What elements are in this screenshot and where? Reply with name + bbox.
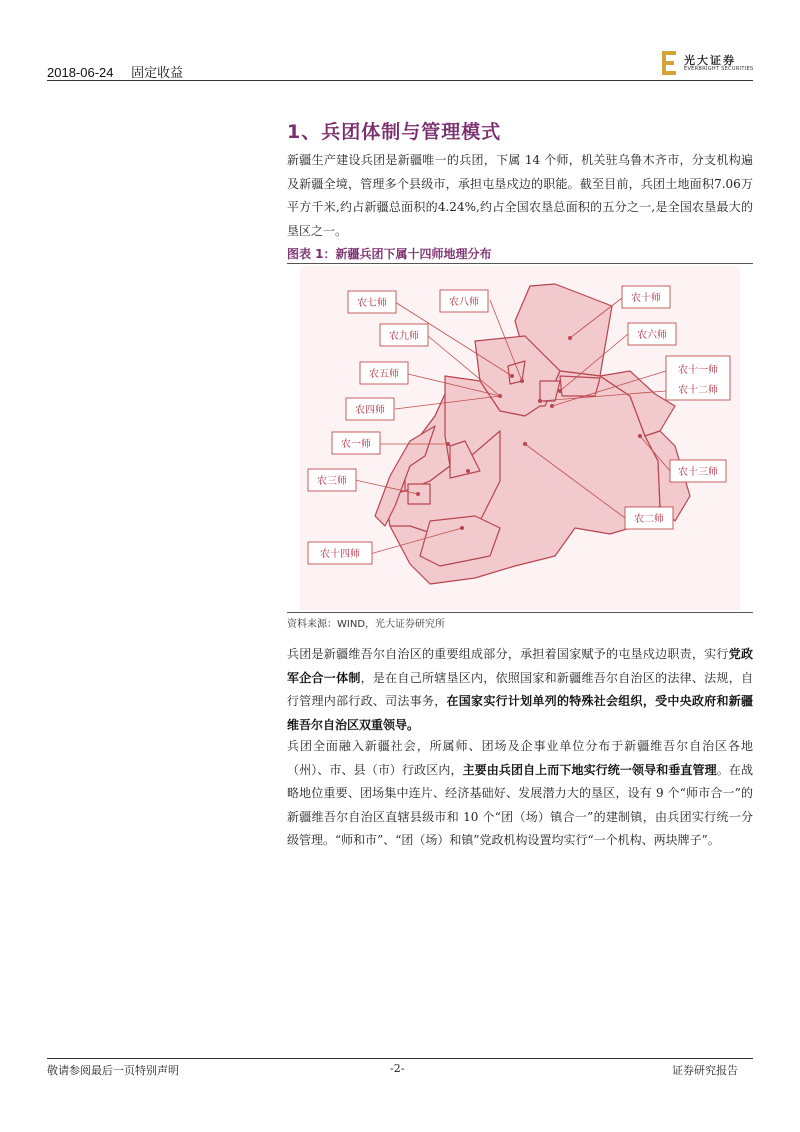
footer-disclaimer: 敬请参阅最后一页特别声明 — [47, 1064, 179, 1077]
section-title: 1、兵团体制与管理模式 — [287, 121, 502, 143]
label-n14: 农十四师 — [320, 549, 360, 560]
company-logo — [662, 49, 757, 79]
header-divider — [47, 80, 753, 81]
xinjiang-division-map — [300, 266, 740, 610]
p2-text-a: 兵团是新疆维吾尔自治区的重要组成部分，承担着国家赋予的屯垦戍边职责，实行 — [287, 647, 729, 661]
p2-text-c: ，是在自己所辖垦区内，依照国家和新疆维吾尔自治区的法律、法规，自行管理内部行政、司法事务， — [287, 670, 753, 708]
label-n1: 农一师 — [341, 439, 371, 450]
label-n10: 农十师 — [631, 293, 661, 304]
label-n9: 农九师 — [389, 331, 419, 342]
label-n8: 农八师 — [449, 297, 479, 308]
label-n7: 农七师 — [357, 298, 387, 309]
report-date: 2018-06-24 — [47, 65, 114, 80]
label-n4: 农四师 — [355, 405, 385, 416]
figure-title: 图表 1：新疆兵团下属十四师地理分布 — [287, 247, 492, 261]
p3-bold-b: 主要由兵团自上而下地实行统一领导和垂直管理 — [462, 762, 717, 777]
header-info — [47, 62, 197, 81]
report-category: 固定收益 — [131, 65, 184, 80]
paragraph-system — [287, 643, 753, 737]
p2-bold-d: 在国家实行计划单列的特殊社会组织，受中央政府和新疆维吾尔自治区双重领导。 — [287, 694, 753, 732]
footer-report-type: 证券研究报告 — [672, 1064, 738, 1077]
intro-paragraph: 新疆生产建设兵团是新疆唯一的兵团，下属 14 个师，机关驻乌鲁木齐市，分支机构遍及新疆全境，管理多个县级市，承担屯垦戍边的职能。截至目前，兵团土地面积7.06万平方千米,约占新疆总面积的4.24%,约占全国农垦总面积的五分之一,是全国农垦最大的垦区之一。 — [287, 153, 753, 238]
label-n11: 农十一师 — [678, 365, 718, 376]
p3-text-a: 兵团全面融入新疆社会，所属师、团场及企事业单位分布于新疆维吾尔自治区各地（州）、市、县（市）行政区内， — [287, 739, 753, 777]
logo-text-cn: 光大证券 — [684, 54, 736, 67]
p2-bold-b: 党政军企合一体制 — [287, 647, 753, 685]
label-n6: 农六师 — [637, 330, 667, 341]
label-n5: 农五师 — [369, 369, 399, 380]
footer-divider — [47, 1058, 753, 1059]
logo-text-en: EVERBRIGHT SECURITIES — [684, 66, 754, 72]
label-n13: 农十三师 — [678, 467, 718, 478]
p3-text-c: 。在战略地位重要、团场集中连片、经济基础好、发展潜力大的垦区，设有 9 个“师市合一”的新疆维吾尔自治区直辖县级市和 10 个“团（场）镇合一”的建制镇，由兵团实行统一分级管理。“师和市”、“团（场）和镇”党政机构设置均实行“一个机构、两块牌子”。 — [287, 762, 753, 847]
figure-bottom-rule — [287, 612, 753, 613]
label-n2: 农二师 — [634, 514, 664, 525]
figure-top-rule — [287, 263, 753, 264]
label-n3: 农三师 — [317, 476, 347, 487]
paragraph-integration — [287, 735, 753, 853]
page-number: -2- — [390, 1062, 405, 1075]
figure-source: 资料来源：WIND，光大证券研究所 — [287, 619, 446, 630]
label-n12: 农十二师 — [678, 385, 718, 396]
logo-mark-icon — [662, 51, 678, 75]
